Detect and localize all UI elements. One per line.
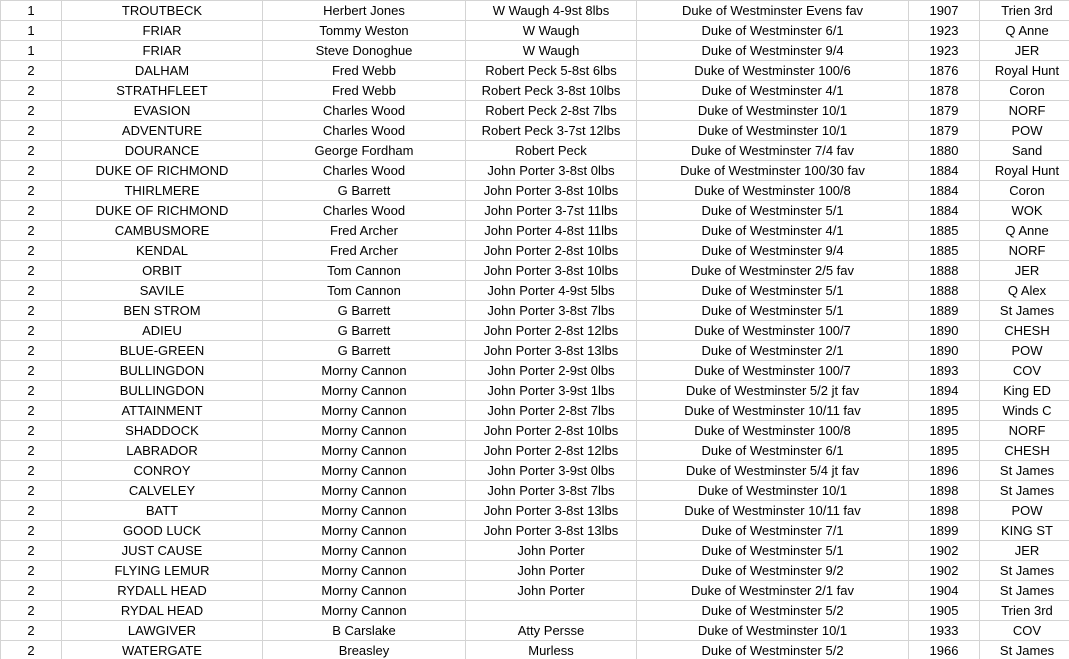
trainer-cell[interactable]: John Porter (466, 561, 637, 581)
horse-cell[interactable]: FRIAR (62, 21, 263, 41)
jockey-cell[interactable]: Morny Cannon (263, 581, 466, 601)
year-cell[interactable]: 1879 (909, 101, 980, 121)
owner-odds-cell[interactable]: Duke of Westminster 6/1 (637, 441, 909, 461)
position-cell[interactable]: 2 (1, 521, 62, 541)
trainer-cell[interactable]: John Porter 3-8st 10lbs (466, 181, 637, 201)
horse-cell[interactable]: SAVILE (62, 281, 263, 301)
year-cell[interactable]: 1933 (909, 621, 980, 641)
table-row (1, 641, 1069, 659)
year-cell[interactable]: 1896 (909, 461, 980, 481)
table-row (1, 601, 1069, 621)
position-cell[interactable]: 2 (1, 581, 62, 601)
horse-cell[interactable]: BATT (62, 501, 263, 521)
owner-odds-cell[interactable]: Duke of Westminster 5/4 jt fav (637, 461, 909, 481)
jockey-cell[interactable]: Fred Webb (263, 81, 466, 101)
trainer-cell[interactable]: John Porter 3-8st 7lbs (466, 301, 637, 321)
race-cell[interactable]: POW (980, 341, 1069, 361)
trainer-cell[interactable]: John Porter 2-8st 12lbs (466, 321, 637, 341)
trainer-cell[interactable]: John Porter 3-8st 7lbs (466, 481, 637, 501)
year-cell[interactable]: 1893 (909, 361, 980, 381)
year-cell[interactable]: 1894 (909, 381, 980, 401)
owner-odds-cell[interactable]: Duke of Westminster 10/11 fav (637, 501, 909, 521)
jockey-cell[interactable]: B Carslake (263, 621, 466, 641)
table-row (1, 241, 1069, 261)
table-row (1, 341, 1069, 361)
race-cell[interactable]: POW (980, 501, 1069, 521)
position-cell[interactable]: 1 (1, 21, 62, 41)
year-cell[interactable]: 1884 (909, 161, 980, 181)
horse-cell[interactable]: BLUE-GREEN (62, 341, 263, 361)
trainer-cell[interactable]: John Porter (466, 581, 637, 601)
position-cell[interactable]: 2 (1, 61, 62, 81)
trainer-cell[interactable]: John Porter 3-8st 0lbs (466, 161, 637, 181)
owner-odds-cell[interactable]: Duke of Westminster 5/2 (637, 601, 909, 621)
jockey-cell[interactable]: Morny Cannon (263, 461, 466, 481)
jockey-cell[interactable]: Morny Cannon (263, 361, 466, 381)
year-cell[interactable]: 1889 (909, 301, 980, 321)
jockey-cell[interactable]: Morny Cannon (263, 541, 466, 561)
position-cell[interactable]: 2 (1, 161, 62, 181)
horse-cell[interactable]: CONROY (62, 461, 263, 481)
jockey-cell[interactable]: Steve Donoghue (263, 41, 466, 61)
year-cell[interactable]: 1905 (909, 601, 980, 621)
table-row (1, 181, 1069, 201)
horse-cell[interactable]: CALVELEY (62, 481, 263, 501)
year-cell[interactable]: 1888 (909, 261, 980, 281)
position-cell[interactable]: 1 (1, 1, 62, 21)
race-cell[interactable]: Q Anne (980, 221, 1069, 241)
race-cell[interactable]: JER (980, 541, 1069, 561)
owner-odds-cell[interactable]: Duke of Westminster 100/8 (637, 421, 909, 441)
owner-odds-cell[interactable]: Duke of Westminster 7/1 (637, 521, 909, 541)
table-row (1, 421, 1069, 441)
position-cell[interactable]: 2 (1, 621, 62, 641)
position-cell[interactable]: 2 (1, 561, 62, 581)
jockey-cell[interactable]: Charles Wood (263, 121, 466, 141)
year-cell[interactable]: 1898 (909, 481, 980, 501)
jockey-cell[interactable]: G Barrett (263, 341, 466, 361)
owner-odds-cell[interactable]: Duke of Westminster 10/1 (637, 121, 909, 141)
table-row (1, 541, 1069, 561)
year-cell[interactable]: 1898 (909, 501, 980, 521)
horse-cell[interactable]: BULLINGDON (62, 381, 263, 401)
table-row (1, 381, 1069, 401)
horse-cell[interactable]: ADVENTURE (62, 121, 263, 141)
owner-odds-cell[interactable]: Duke of Westminster 9/2 (637, 561, 909, 581)
table-row (1, 101, 1069, 121)
jockey-cell[interactable]: Tom Cannon (263, 281, 466, 301)
owner-odds-cell[interactable]: Duke of Westminster 5/1 (637, 281, 909, 301)
jockey-cell[interactable]: Breasley (263, 641, 466, 659)
race-cell[interactable]: St James (980, 561, 1069, 581)
year-cell[interactable]: 1895 (909, 401, 980, 421)
race-cell[interactable]: CHESH (980, 321, 1069, 341)
position-cell[interactable]: 2 (1, 201, 62, 221)
year-cell[interactable]: 1880 (909, 141, 980, 161)
table-row (1, 481, 1069, 501)
horse-cell[interactable]: DALHAM (62, 61, 263, 81)
year-cell[interactable]: 1890 (909, 321, 980, 341)
position-cell[interactable]: 2 (1, 421, 62, 441)
owner-odds-cell[interactable]: Duke of Westminster 7/4 fav (637, 141, 909, 161)
trainer-cell[interactable]: John Porter 2-8st 12lbs (466, 441, 637, 461)
jockey-cell[interactable]: Morny Cannon (263, 521, 466, 541)
year-cell[interactable]: 1923 (909, 41, 980, 61)
horse-cell[interactable]: GOOD LUCK (62, 521, 263, 541)
owner-odds-cell[interactable]: Duke of Westminster 10/1 (637, 101, 909, 121)
table-row (1, 621, 1069, 641)
position-cell[interactable]: 2 (1, 641, 62, 659)
owner-odds-cell[interactable]: Duke of Westminster 5/1 (637, 541, 909, 561)
race-cell[interactable]: COV (980, 361, 1069, 381)
owner-odds-cell[interactable]: Duke of Westminster 10/1 (637, 481, 909, 501)
table-row (1, 201, 1069, 221)
position-cell[interactable]: 2 (1, 241, 62, 261)
horse-cell[interactable]: EVASION (62, 101, 263, 121)
trainer-cell[interactable]: John Porter 3-7st 11lbs (466, 201, 637, 221)
horse-cell[interactable]: RYDALL HEAD (62, 581, 263, 601)
jockey-cell[interactable]: Morny Cannon (263, 481, 466, 501)
position-cell[interactable]: 2 (1, 281, 62, 301)
owner-odds-cell[interactable]: Duke of Westminster 100/30 fav (637, 161, 909, 181)
trainer-cell[interactable]: John Porter 3-8st 13lbs (466, 341, 637, 361)
year-cell[interactable]: 1884 (909, 201, 980, 221)
horse-cell[interactable]: BEN STROM (62, 301, 263, 321)
trainer-cell[interactable]: John Porter (466, 541, 637, 561)
table-row (1, 221, 1069, 241)
table-row (1, 521, 1069, 541)
race-cell[interactable]: Q Alex (980, 281, 1069, 301)
race-cell[interactable]: WOK (980, 201, 1069, 221)
position-cell[interactable]: 2 (1, 181, 62, 201)
trainer-cell[interactable]: Atty Persse (466, 621, 637, 641)
table-row (1, 41, 1069, 61)
jockey-cell[interactable]: G Barrett (263, 181, 466, 201)
race-cell[interactable]: Trien 3rd (980, 1, 1069, 21)
race-cell[interactable]: St James (980, 581, 1069, 601)
horse-cell[interactable]: SHADDOCK (62, 421, 263, 441)
trainer-cell[interactable]: John Porter 4-8st 11lbs (466, 221, 637, 241)
horse-cell[interactable]: CAMBUSMORE (62, 221, 263, 241)
race-cell[interactable]: Sand (980, 141, 1069, 161)
jockey-cell[interactable]: G Barrett (263, 301, 466, 321)
jockey-cell[interactable]: Morny Cannon (263, 381, 466, 401)
owner-odds-cell[interactable]: Duke of Westminster 5/2 jt fav (637, 381, 909, 401)
position-cell[interactable]: 2 (1, 101, 62, 121)
owner-odds-cell[interactable]: Duke of Westminster 5/1 (637, 201, 909, 221)
owner-odds-cell[interactable]: Duke of Westminster 9/4 (637, 41, 909, 61)
horse-cell[interactable]: DOURANCE (62, 141, 263, 161)
owner-odds-cell[interactable]: Duke of Westminster Evens fav (637, 1, 909, 21)
year-cell[interactable]: 1885 (909, 221, 980, 241)
race-cell[interactable]: JER (980, 261, 1069, 281)
table-row (1, 321, 1069, 341)
year-cell[interactable]: 1876 (909, 61, 980, 81)
race-cell[interactable]: POW (980, 121, 1069, 141)
position-cell[interactable]: 2 (1, 501, 62, 521)
jockey-cell[interactable]: Fred Webb (263, 61, 466, 81)
table-row (1, 461, 1069, 481)
trainer-cell[interactable]: Robert Peck 2-8st 7lbs (466, 101, 637, 121)
race-cell[interactable]: St James (980, 301, 1069, 321)
jockey-cell[interactable]: Morny Cannon (263, 601, 466, 621)
trainer-cell[interactable]: Murless (466, 641, 637, 659)
trainer-cell[interactable]: John Porter 3-9st 1lbs (466, 381, 637, 401)
year-cell[interactable]: 1895 (909, 441, 980, 461)
horse-cell[interactable]: WATERGATE (62, 641, 263, 659)
year-cell[interactable]: 1884 (909, 181, 980, 201)
race-cell[interactable]: Coron (980, 81, 1069, 101)
trainer-cell[interactable]: Robert Peck (466, 141, 637, 161)
trainer-cell[interactable]: John Porter 2-9st 0lbs (466, 361, 637, 381)
race-cell[interactable]: JER (980, 41, 1069, 61)
owner-odds-cell[interactable]: Duke of Westminster 6/1 (637, 21, 909, 41)
table-row (1, 261, 1069, 281)
trainer-cell[interactable]: John Porter 2-8st 10lbs (466, 421, 637, 441)
jockey-cell[interactable]: Charles Wood (263, 201, 466, 221)
owner-odds-cell[interactable]: Duke of Westminster 2/1 (637, 341, 909, 361)
trainer-cell[interactable]: Robert Peck 3-7st 12lbs (466, 121, 637, 141)
race-cell[interactable]: Winds C (980, 401, 1069, 421)
owner-odds-cell[interactable]: Duke of Westminster 5/2 (637, 641, 909, 659)
jockey-cell[interactable]: Morny Cannon (263, 401, 466, 421)
race-cell[interactable]: St James (980, 641, 1069, 659)
year-cell[interactable]: 1899 (909, 521, 980, 541)
position-cell[interactable]: 2 (1, 341, 62, 361)
year-cell[interactable]: 1895 (909, 421, 980, 441)
table-row (1, 581, 1069, 601)
jockey-cell[interactable]: Morny Cannon (263, 501, 466, 521)
year-cell[interactable]: 1966 (909, 641, 980, 659)
race-cell[interactable]: St James (980, 461, 1069, 481)
trainer-cell[interactable]: W Waugh 4-9st 8lbs (466, 1, 637, 21)
trainer-cell[interactable]: Robert Peck 5-8st 6lbs (466, 61, 637, 81)
horse-cell[interactable]: STRATHFLEET (62, 81, 263, 101)
year-cell[interactable]: 1923 (909, 21, 980, 41)
owner-odds-cell[interactable]: Duke of Westminster 100/7 (637, 321, 909, 341)
jockey-cell[interactable]: Charles Wood (263, 101, 466, 121)
owner-odds-cell[interactable]: Duke of Westminster 10/11 fav (637, 401, 909, 421)
owner-odds-cell[interactable]: Duke of Westminster 5/1 (637, 301, 909, 321)
position-cell[interactable]: 2 (1, 541, 62, 561)
trainer-cell[interactable]: John Porter 3-8st 10lbs (466, 261, 637, 281)
table-row (1, 81, 1069, 101)
table-body (1, 1, 1069, 659)
year-cell[interactable]: 1888 (909, 281, 980, 301)
jockey-cell[interactable]: Morny Cannon (263, 561, 466, 581)
table-row (1, 501, 1069, 521)
year-cell[interactable]: 1902 (909, 561, 980, 581)
year-cell[interactable]: 1885 (909, 241, 980, 261)
race-cell[interactable]: CHESH (980, 441, 1069, 461)
table-row (1, 281, 1069, 301)
jockey-cell[interactable]: Charles Wood (263, 161, 466, 181)
race-cell[interactable]: Trien 3rd (980, 601, 1069, 621)
position-cell[interactable]: 2 (1, 461, 62, 481)
owner-odds-cell[interactable]: Duke of Westminster 100/8 (637, 181, 909, 201)
year-cell[interactable]: 1902 (909, 541, 980, 561)
owner-odds-cell[interactable]: Duke of Westminster 100/6 (637, 61, 909, 81)
race-cell[interactable]: Royal Hunt (980, 61, 1069, 81)
jockey-cell[interactable]: Morny Cannon (263, 421, 466, 441)
trainer-cell[interactable]: Robert Peck 3-8st 10lbs (466, 81, 637, 101)
position-cell[interactable]: 2 (1, 141, 62, 161)
position-cell[interactable]: 2 (1, 361, 62, 381)
table-row (1, 21, 1069, 41)
race-cell[interactable]: King ED (980, 381, 1069, 401)
horse-cell[interactable]: LAWGIVER (62, 621, 263, 641)
horse-cell[interactable]: BULLINGDON (62, 361, 263, 381)
table-row (1, 441, 1069, 461)
horse-cell[interactable]: ATTAINMENT (62, 401, 263, 421)
horse-cell[interactable]: JUST CAUSE (62, 541, 263, 561)
owner-odds-cell[interactable]: Duke of Westminster 100/7 (637, 361, 909, 381)
position-cell[interactable]: 1 (1, 41, 62, 61)
jockey-cell[interactable]: Morny Cannon (263, 441, 466, 461)
race-cell[interactable]: NORF (980, 101, 1069, 121)
horse-cell[interactable]: ADIEU (62, 321, 263, 341)
trainer-cell[interactable]: W Waugh (466, 41, 637, 61)
owner-odds-cell[interactable]: Duke of Westminster 9/4 (637, 241, 909, 261)
trainer-cell[interactable]: John Porter 3-8st 13lbs (466, 501, 637, 521)
trainer-cell[interactable]: W Waugh (466, 21, 637, 41)
owner-odds-cell[interactable]: Duke of Westminster 2/1 fav (637, 581, 909, 601)
table-row (1, 1, 1069, 21)
year-cell[interactable]: 1879 (909, 121, 980, 141)
owner-odds-cell[interactable]: Duke of Westminster 10/1 (637, 621, 909, 641)
horse-cell[interactable]: THIRLMERE (62, 181, 263, 201)
horse-cell[interactable]: TROUTBECK (62, 1, 263, 21)
position-cell[interactable]: 2 (1, 81, 62, 101)
horse-cell[interactable]: RYDAL HEAD (62, 601, 263, 621)
owner-odds-cell[interactable]: Duke of Westminster 4/1 (637, 81, 909, 101)
table-row (1, 361, 1069, 381)
trainer-cell[interactable]: John Porter 2-8st 10lbs (466, 241, 637, 261)
table-row (1, 161, 1069, 181)
trainer-cell[interactable]: John Porter 3-9st 0lbs (466, 461, 637, 481)
table-row (1, 121, 1069, 141)
race-cell[interactable]: Coron (980, 181, 1069, 201)
horse-cell[interactable]: KENDAL (62, 241, 263, 261)
horse-cell[interactable]: FLYING LEMUR (62, 561, 263, 581)
owner-odds-cell[interactable]: Duke of Westminster 2/5 fav (637, 261, 909, 281)
year-cell[interactable]: 1904 (909, 581, 980, 601)
race-cell[interactable]: St James (980, 481, 1069, 501)
jockey-cell[interactable]: Tommy Weston (263, 21, 466, 41)
position-cell[interactable]: 2 (1, 441, 62, 461)
table-row (1, 561, 1069, 581)
horse-cell[interactable]: ORBIT (62, 261, 263, 281)
year-cell[interactable]: 1907 (909, 1, 980, 21)
position-cell[interactable]: 2 (1, 261, 62, 281)
jockey-cell[interactable]: G Barrett (263, 321, 466, 341)
race-cell[interactable]: NORF (980, 421, 1069, 441)
race-cell[interactable]: COV (980, 621, 1069, 641)
table-row (1, 141, 1069, 161)
position-cell[interactable]: 2 (1, 121, 62, 141)
jockey-cell[interactable]: Herbert Jones (263, 1, 466, 21)
owner-odds-cell[interactable]: Duke of Westminster 4/1 (637, 221, 909, 241)
horse-cell[interactable]: FRIAR (62, 41, 263, 61)
race-cell[interactable]: Q Anne (980, 21, 1069, 41)
race-cell[interactable]: KING ST (980, 521, 1069, 541)
horse-cell[interactable]: LABRADOR (62, 441, 263, 461)
horse-cell[interactable]: DUKE OF RICHMOND (62, 161, 263, 181)
position-cell[interactable]: 2 (1, 301, 62, 321)
trainer-cell[interactable] (466, 601, 637, 621)
position-cell[interactable]: 2 (1, 381, 62, 401)
table-row (1, 61, 1069, 81)
jockey-cell[interactable]: Fred Archer (263, 241, 466, 261)
year-cell[interactable]: 1878 (909, 81, 980, 101)
table-row (1, 301, 1069, 321)
jockey-cell[interactable]: Fred Archer (263, 221, 466, 241)
position-cell[interactable]: 2 (1, 221, 62, 241)
trainer-cell[interactable]: John Porter 4-9st 5lbs (466, 281, 637, 301)
horse-cell[interactable]: DUKE OF RICHMOND (62, 201, 263, 221)
year-cell[interactable]: 1890 (909, 341, 980, 361)
jockey-cell[interactable]: Tom Cannon (263, 261, 466, 281)
table-row (1, 401, 1069, 421)
position-cell[interactable]: 2 (1, 481, 62, 501)
position-cell[interactable]: 2 (1, 321, 62, 341)
trainer-cell[interactable]: John Porter 2-8st 7lbs (466, 401, 637, 421)
trainer-cell[interactable]: John Porter 3-8st 13lbs (466, 521, 637, 541)
position-cell[interactable]: 2 (1, 401, 62, 421)
jockey-cell[interactable]: George Fordham (263, 141, 466, 161)
race-cell[interactable]: NORF (980, 241, 1069, 261)
race-cell[interactable]: Royal Hunt (980, 161, 1069, 181)
position-cell[interactable]: 2 (1, 601, 62, 621)
